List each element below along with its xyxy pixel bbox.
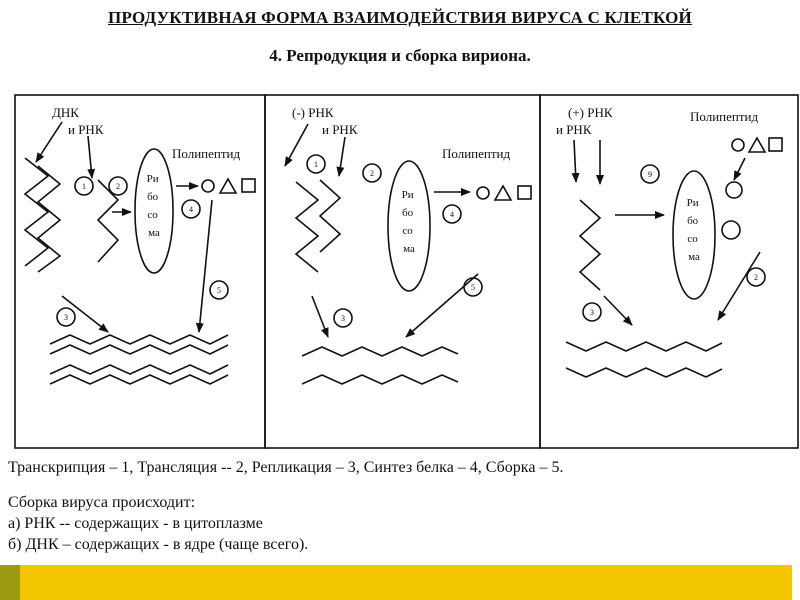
- arrow: [312, 296, 328, 337]
- step-number: 4: [189, 205, 193, 214]
- step-number: 2: [370, 169, 374, 178]
- protein-square-icon: [769, 138, 782, 151]
- protein-triangle-icon: [749, 138, 765, 152]
- protein-square-icon: [242, 179, 255, 192]
- genome-label-rna: и РНК: [322, 122, 358, 137]
- protein-triangle-icon: [495, 186, 511, 200]
- replicated-strand: [50, 375, 228, 384]
- ribosome-label: Ри бо со ма: [686, 197, 700, 263]
- replicated-strand: [566, 342, 722, 351]
- step-number: 1: [82, 182, 86, 191]
- step-number: 3: [341, 314, 345, 323]
- page-subtitle: 4. Репродукция и сборка вириона.: [269, 46, 531, 65]
- assembly-heading: Сборка вируса происходит:: [8, 494, 196, 511]
- step-number: 1: [314, 160, 318, 169]
- replicated-strand: [50, 365, 228, 374]
- replicated-strand: [566, 368, 722, 377]
- dna-strand-left: [25, 158, 48, 266]
- step-number: 5: [217, 286, 221, 295]
- protein-triangle-icon: [220, 179, 236, 193]
- page-title: ПРОДУКТИВНАЯ ФОРМА ВЗАИМОДЕЙСТВИЯ ВИРУСА С КЛЕТКОЙ: [108, 8, 692, 27]
- genome-label-dna: ДНК: [52, 105, 79, 120]
- pos-rna-strand: [580, 200, 600, 290]
- polypeptide-label: Полипептид: [442, 146, 511, 161]
- step-number: 5: [471, 283, 475, 292]
- step-number: 9: [648, 170, 652, 179]
- protein-circle-icon: [732, 139, 744, 151]
- protein-circle-icon: [477, 187, 489, 199]
- genome-label-pos-rna: (+) РНК: [568, 105, 613, 120]
- step-number: 3: [64, 313, 68, 322]
- protein-circle-icon: [202, 180, 214, 192]
- arrow: [62, 296, 108, 332]
- polypeptide-label: Полипептид: [690, 109, 759, 124]
- assembly-notes: [8, 492, 308, 555]
- arrow: [734, 158, 745, 180]
- ribosome-label: Ри бо со ма: [401, 189, 415, 255]
- protein-square-icon: [518, 186, 531, 199]
- step-number: 4: [450, 210, 454, 219]
- footer-edge: [792, 565, 800, 600]
- replicated-strand: [302, 347, 458, 356]
- arrow: [604, 296, 632, 325]
- arrow: [285, 124, 308, 166]
- protein-circle-icon: [722, 221, 740, 239]
- polypeptide-label: Полипептид: [172, 146, 241, 161]
- mrna-strand: [320, 180, 340, 252]
- replicated-strand: [302, 375, 458, 384]
- arrow: [339, 137, 345, 176]
- arrow: [88, 136, 92, 178]
- arrow: [36, 122, 62, 162]
- genome-label-rna: и РНК: [68, 122, 104, 137]
- assembly-line-dna: б) ДНК – содержащих - в ядре (чаще всего).: [8, 536, 309, 553]
- ribosome-label: Ри бо со ма: [146, 173, 160, 239]
- footer-bar: [0, 565, 800, 600]
- panel-frame-pos-rna: [540, 95, 798, 448]
- step-number: 2: [116, 182, 120, 191]
- step-number: 3: [590, 308, 594, 317]
- step-number: 2: [754, 273, 758, 282]
- arrow: [406, 274, 478, 337]
- replicated-strand: [50, 335, 228, 344]
- assembly-line-rna: а) РНК -- содержащих - в цитоплазме: [8, 515, 263, 532]
- neg-rna-strand: [296, 182, 318, 272]
- legend-caption: Транскрипция – 1, Трансляция -- 2, Репликация – 3, Синтез белка – 4, Сборка – 5.: [8, 459, 564, 476]
- genome-label-rna: и РНК: [556, 122, 592, 137]
- genome-label-neg-rna: (-) РНК: [292, 105, 334, 120]
- mrna-strand: [98, 180, 118, 262]
- arrow: [199, 200, 212, 332]
- protein-circle-icon: [726, 182, 742, 198]
- arrow: [574, 140, 576, 182]
- footer-accent: [0, 565, 20, 600]
- replicated-strand: [50, 345, 228, 354]
